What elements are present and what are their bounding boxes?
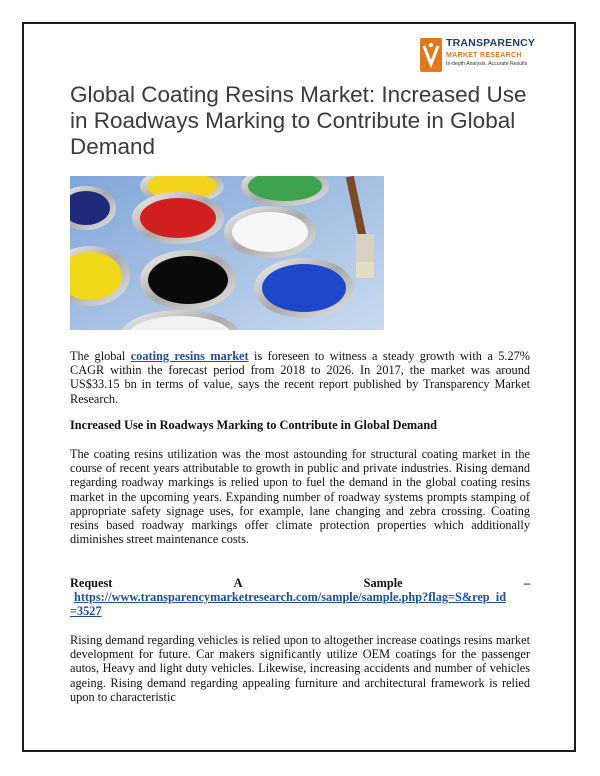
body-paragraph-2: The coating resins utilization was the most astounding for structural coating market in the course of recent years attributable to growth in public and private industries. Rising demand regarding roadway markings is relied upon to fuel the demand in the global coating resins market in the upcoming years. Expanding number of roadway systems prompts stamping of appropriate safety signage uses, for example, lane changing and zebra crossing. Coating resins based roadway markings offer climate protection properties which additionally diminishes street maintenance costs.	[70, 447, 530, 547]
paint-cans-image	[70, 176, 384, 330]
section-heading: Increased Use in Roadways Marking to Contribute in Global Demand	[70, 418, 437, 432]
logo-tagline: In-depth Analysis. Accurate Results	[446, 60, 528, 67]
dash: –	[523, 576, 530, 590]
logo-line2: MARKET RESEARCH	[446, 51, 522, 59]
sample-url-line2: =3527	[70, 604, 102, 619]
request-word: Request	[70, 576, 113, 590]
sample-url-line1: https://www.transparencymarketresearch.com/sample/sample.php?flag=S&rep_id	[74, 590, 507, 605]
request-sample-block	[70, 576, 530, 619]
intro-text-before: The global	[70, 349, 131, 363]
coating-resins-market-link[interactable]: coating resins market	[130, 349, 249, 363]
intro-paragraph	[70, 349, 530, 406]
body-paragraph-3: Rising demand regarding vehicles is relied upon to altogether increase coatings resins market development for future. Car makers significantly utilize OEM coatings for the passenger autos, Heavy and light duty vehicles. Likewise, increasing accidents and number of vehicles ageing. Rising demand regarding appealing furniture and architectural framework is relied upon to characteristic	[70, 633, 530, 704]
a-word: A	[233, 576, 243, 590]
logo-line1: TRANSPARENCY	[446, 37, 536, 49]
sample-url-link[interactable]	[70, 590, 506, 618]
intro-text-after: is foreseen to witness a steady growth with a 5.27% CAGR within the forecast period from 2018 to 2026. In 2017, the market was around US$33.15 bn in terms of value, says the recent report published by Transparency Market Research.	[70, 349, 530, 406]
page-title: Global Coating Resins Market: Increased Use in Roadways Marking to Contribute in Global Demand	[70, 82, 527, 159]
logo-icon	[420, 38, 442, 72]
sample-word: Sample	[363, 576, 403, 590]
company-logo	[420, 38, 540, 82]
